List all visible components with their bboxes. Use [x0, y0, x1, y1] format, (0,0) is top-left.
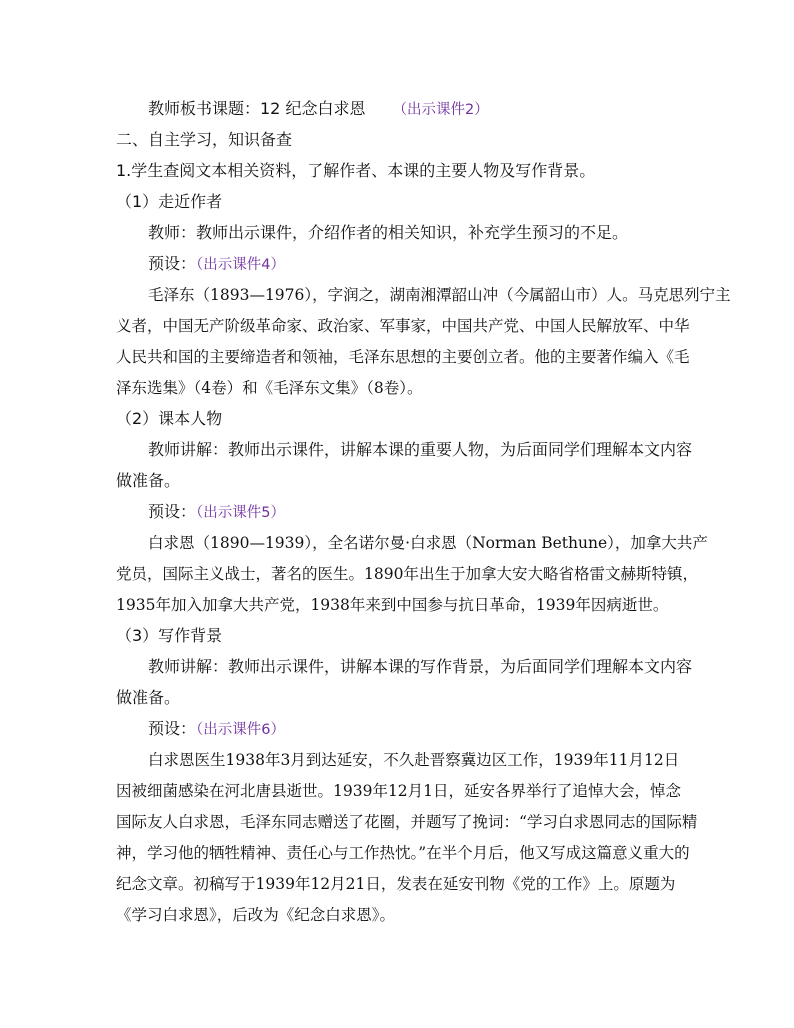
courseware-note: （出示课件4）	[196, 257, 285, 273]
preset-label: 预设：	[148, 502, 197, 521]
background-line: 白求恩医生1938年3月到达延安，不久赴晋察冀边区工作，1939年11月12日	[148, 751, 680, 769]
courseware-note: （出示课件5）	[196, 505, 285, 521]
author-bio-line: 毛泽东（1893—1976），字润之，湖南湘潭韶山冲（今属韶山市）人。马克思列宁主	[148, 286, 731, 304]
part1-title: （1）走近作者	[116, 192, 223, 211]
background-line: 因被细菌感染在河北唐县逝世。1939年12月1日，延安各界举行了追悼大会，悼念	[116, 782, 682, 800]
author-bio-line: 义者，中国无产阶级革命家、政治家、军事家，中国共产党、中国人民解放军、中华	[116, 317, 690, 335]
part3-teacher: 教师讲解：教师出示课件，讲解本课的写作背景，为后面同学们理解本文内容	[148, 657, 693, 676]
part2-teacher: 教师讲解：教师出示课件，讲解本课的重要人物，为后面同学们理解本文内容	[148, 440, 693, 459]
part2-title: （2）课本人物	[116, 409, 223, 428]
part3-title: （3）写作背景	[116, 626, 223, 645]
character-bio-line: 白求恩（1890—1939），全名诺尔曼·白求恩（Norman Bethune），加拿大共产	[148, 534, 708, 552]
part3-preset	[148, 718, 285, 741]
part2-preset	[148, 501, 285, 524]
background-line: 纪念文章。初稿写于1939年12月21日，发表在延安刊物《党的工作》上。原题为	[116, 875, 676, 893]
background-line: 《学习白求恩》，后改为《纪念白求恩》。	[116, 906, 396, 924]
preset-label: 预设：	[148, 719, 197, 738]
part1-teacher: 教师：教师出示课件，介绍作者的相关知识，补充学生预习的不足。	[148, 223, 629, 242]
part1-preset	[148, 253, 285, 276]
lesson-heading	[148, 98, 489, 121]
part2-teacher-cont: 做准备。	[116, 471, 181, 490]
courseware-note: （出示课件2）	[392, 102, 489, 118]
background-line: 国际友人白求恩，毛泽东同志赠送了花圈，并题写了挽词：“学习白求恩同志的国际精	[116, 813, 698, 831]
preset-label: 预设：	[148, 254, 197, 273]
author-bio-line: 人民共和国的主要缔造者和领袖，毛泽东思想的主要创立者。他的主要著作编入《毛	[116, 348, 690, 366]
author-bio-line: 泽东选集》（4卷）和《毛泽东文集》（8卷）。	[116, 379, 423, 397]
courseware-note: （出示课件6）	[196, 722, 285, 738]
background-line: 神，学习他的牺牲精神、责任心与工作热忱。”在半个月后，他又写成这篇意义重大的	[116, 844, 690, 862]
character-bio-line: 1935年加入加拿大共产党，1938年来到中国参与抗日革命，1939年因病逝世。	[116, 596, 669, 614]
character-bio-line: 党员，国际主义战士，著名的医生。1890年出生于加拿大安大略省格雷文赫斯特镇，	[116, 565, 698, 583]
part3-teacher-cont: 做准备。	[116, 688, 181, 707]
lesson-heading-text: 教师板书课题：12 纪念白求恩	[148, 99, 366, 118]
item-1: 1.学生查阅文本相关资料，了解作者、本课的主要人物及写作背景。	[116, 161, 596, 180]
section-title: 二、自主学习，知识备查	[116, 130, 293, 149]
